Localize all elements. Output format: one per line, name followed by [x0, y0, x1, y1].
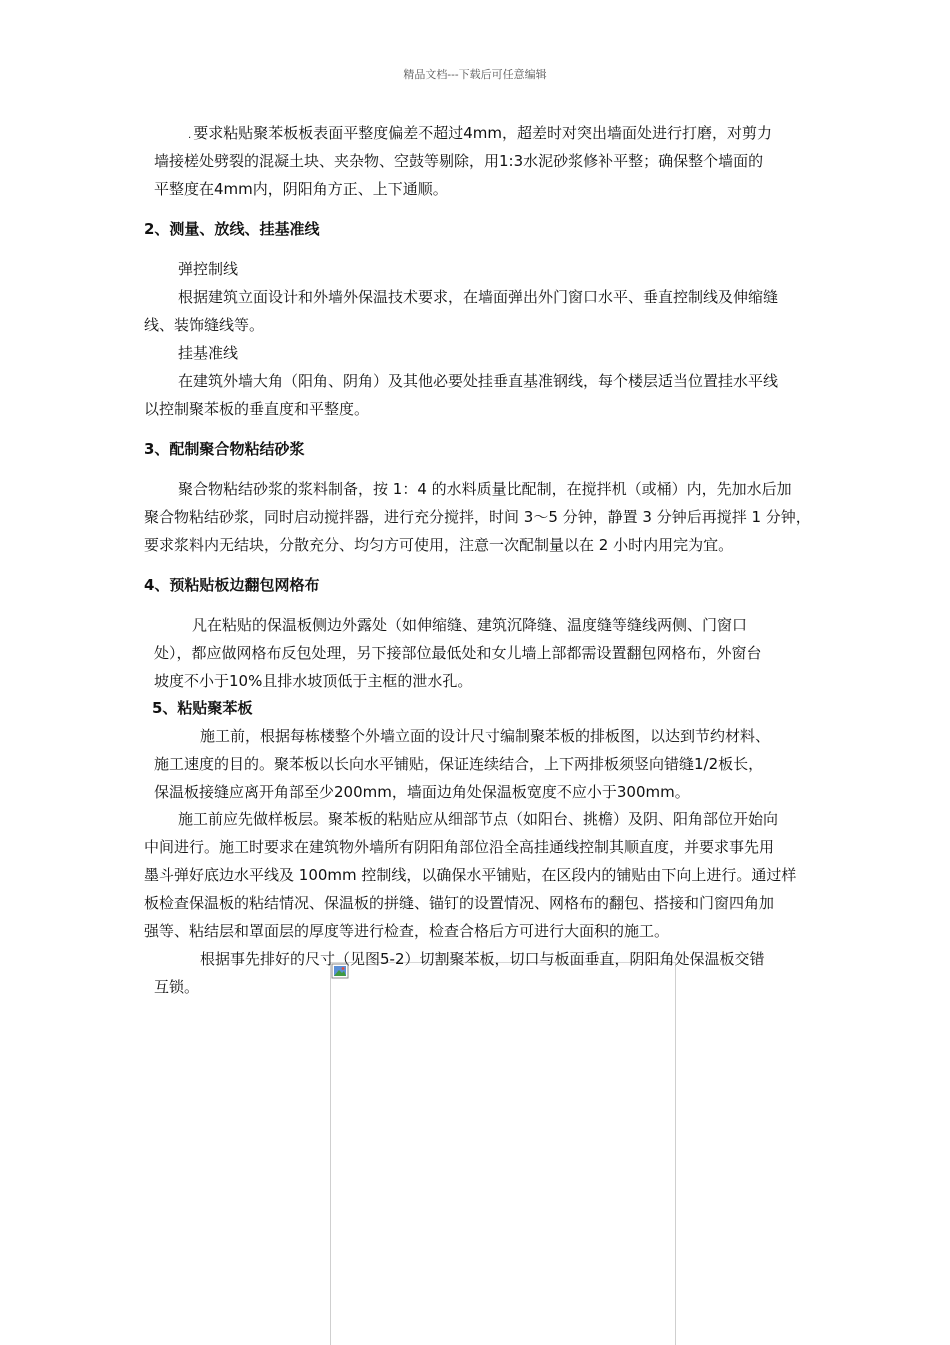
section-5-p1-line-3: 保温板接缝应离开角部至少200mm，墙面边角处保温板宽度不应小于300mm。: [154, 783, 690, 801]
section-2-heading: 2、测量、放线、挂基准线: [144, 220, 320, 238]
intro-bullet: .: [188, 130, 192, 141]
section-5-heading: 5、粘贴聚苯板: [152, 699, 253, 717]
section-2-p1-line-2: 线、装饰缝线等。: [144, 316, 265, 334]
section-5-p2-line-1: 施工前应先做样板层。聚苯板的粘贴应从细部节点（如阳台、挑檐）及阴、阳角部位开始向: [178, 810, 779, 828]
section-3-line-1: 聚合物粘结砂浆的浆料制备，按 1：4 的水料质量比配制，在搅拌机（或桶）内，先加水后加: [178, 480, 792, 498]
section-3-heading: 3、配制聚合物粘结砂浆: [144, 440, 305, 458]
section-3-line-2: 聚合物粘结砂浆，同时启动搅拌器，进行充分搅拌，时间 3～5 分钟，静置 3 分钟后再搅拌 1 分钟，: [144, 508, 811, 526]
section-2-subheading-2: 挂基准线: [178, 344, 239, 362]
section-2-subheading-1: 弹控制线: [178, 260, 239, 278]
figure-placeholder: [330, 962, 676, 1345]
intro-line-3: 平整度在4mm内，阴阳角方正、上下通顺。: [154, 180, 448, 198]
section-5-p3-line-1: 根据事先排好的尺寸（见图5-2）切割聚苯板，切口与板面垂直，阴阳角处保温板交错: [200, 950, 765, 968]
intro-line-2: 墙接槎处劈裂的混凝土块、夹杂物、空鼓等剔除，用1:3水泥砂浆修补平整；确保整个墙面的: [154, 152, 764, 170]
section-5-p3-line-2: 互锁。: [154, 978, 200, 996]
section-5-p2-line-2: 中间进行。施工时要求在建筑物外墙所有阴阳角部位沿全高挂通线控制其顺直度，并要求事先用: [144, 838, 775, 856]
section-4-line-2: 处），都应做网格布反包处理，另下接部位最低处和女儿墙上部都需设置翻包网格布，外窗台: [154, 644, 762, 662]
intro-line-1-text: 要求粘贴聚苯板板表面平整度偏差不超过4mm，超差时对突出墙面处进行打磨，对剪力: [193, 124, 772, 142]
section-5-p2-line-4: 板检查保温板的粘结情况、保温板的拼缝、锚钉的设置情况、网格布的翻包、搭接和门窗四角加: [144, 894, 775, 912]
section-2-p1-line-1: 根据建筑立面设计和外墙外保温技术要求，在墙面弹出外门窗口水平、垂直控制线及伸缩缝: [178, 288, 779, 306]
intro-line-1: [188, 122, 772, 147]
section-4-line-1: 凡在粘贴的保温板侧边外露处（如伸缩缝、建筑沉降缝、温度缝等缝线两侧、门窗口: [192, 616, 748, 634]
section-5-p1-line-1: 施工前，根据每栋楼整个外墙立面的设计尺寸编制聚苯板的排板图，以达到节约材料、: [200, 727, 771, 745]
section-4-heading: 4、预粘贴板边翻包网格布: [144, 576, 320, 594]
section-2-p2-line-1: 在建筑外墙大角（阳角、阴角）及其他必要处挂垂直基准钢线，每个楼层适当位置挂水平线: [178, 372, 779, 390]
page-header: 精品文档---下载后可任意编辑: [403, 68, 547, 81]
section-5-p2-line-5: 强等、粘结层和罩面层的厚度等进行检查，检查合格后方可进行大面积的施工。: [144, 922, 670, 940]
section-5-p1-line-2: 施工速度的目的。聚苯板以长向水平铺贴，保证连续结合，上下两排板须竖向错缝1/2板长，: [154, 755, 764, 773]
section-4-line-3: 坡度不小于10%且排水坡顶低于主框的泄水孔。: [154, 672, 473, 690]
section-5-p2-line-3: 墨斗弹好底边水平线及 100mm 控制线，以确保水平铺贴，在区段内的铺贴由下向上进行。通过样: [144, 866, 797, 884]
section-3-line-3: 要求浆料内无结块，分散充分、均匀方可使用，注意一次配制量以在 2 小时内用完为宜。: [144, 536, 734, 554]
section-2-p2-line-2: 以控制聚苯板的垂直度和平整度。: [144, 400, 370, 418]
